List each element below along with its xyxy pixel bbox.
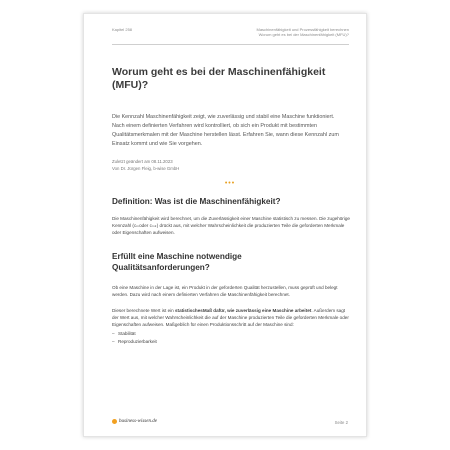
article-meta bbox=[112, 158, 348, 173]
list-dash: – bbox=[112, 339, 115, 345]
author-line: Von Dr. Jürgen Fleig, b-wise GmbH bbox=[112, 166, 180, 172]
paragraph-bold-text: statistischesMaß dafür, wie zuverlässig eine Maschine arbeitet bbox=[174, 308, 312, 314]
chapter-label: Kapitel 258 bbox=[112, 27, 133, 32]
updated-date: Zuletzt geändert am 08.11.2023 bbox=[112, 158, 173, 164]
requirements-paragraph-2 bbox=[112, 307, 352, 328]
running-title bbox=[256, 27, 349, 38]
article-title: Worum geht es bei der Maschinenfähigkeit (MFU)? bbox=[112, 66, 326, 91]
list-item bbox=[112, 338, 348, 346]
business-wissen-logo bbox=[112, 419, 157, 424]
page-footer bbox=[112, 419, 348, 427]
running-title-line-1: Maschinenfähigkeit und Prozessfähigkeit berechnen bbox=[256, 27, 349, 32]
running-title-line-2: Worum geht es bei der Maschinenfähigkeit (MFU)? bbox=[258, 32, 349, 38]
requirements-paragraph-1: Ob eine Maschine in der Lage ist, ein Produkt in der geforderten Qualität herzustellen, muss geprüft und belegt werden. Dazu wird nach einem definierten Verfahren die Maschinenfähigkeit berechnet. bbox=[112, 285, 338, 298]
section-heading-definition: Definition: Was ist die Maschinenfähigkeit? bbox=[112, 196, 281, 206]
list-item bbox=[112, 330, 348, 338]
document-page bbox=[83, 13, 367, 437]
logo-text: business-wissen.de bbox=[119, 419, 157, 424]
list-item-text: Stabilität bbox=[118, 331, 136, 337]
section-separator: ••• bbox=[224, 179, 236, 187]
paragraph-text-after: . Außerdem sagt der Wert aus, mit welcher Wahrscheinlichkeit die auf der Maschine produzierten Teile die geforderten Merkmale oder Eigenschaften aufweisen. Maßgeblich für einen Produktionsschritt auf der Maschine sind: bbox=[112, 308, 349, 328]
definition-paragraph: Die Maschinenfähigkeit wird berechnet, um die Zuverlässigkeit einer Maschine statistisch zu messen. Die zugehörige Kennzahl (cₘoder cₘₖ) drückt aus, mit welcher Wahrscheinlichkeit die produzierten Teile die geforderten Merkmale oder Eigenschaften aufweisen. bbox=[112, 216, 350, 236]
list-dash: – bbox=[112, 331, 115, 337]
list-item-text: Reproduzierbarkeit bbox=[118, 339, 157, 345]
section-heading-requirements: Erfüllt eine Maschine notwendige Qualitätsanforderungen? bbox=[112, 252, 242, 272]
paragraph-text-before: Dieser berechnete Wert ist ein bbox=[112, 308, 175, 314]
article-content bbox=[112, 66, 348, 346]
article-intro: Die Kennzahl Maschinenfähigkeit zeigt, wie zuverlässig und stabil eine Maschine funktioniert. Nach einem definierten Verfahren wird kontrolliert, ob sich ein Produkt mit bestimmten Qualitätsmerkmalen mit der Maschine herstellen lässt. Erfahren Sie, wann diese Kennzahl zum Einsatz kommt und wie Sie vorgehen. bbox=[112, 114, 339, 147]
logo-dot-icon bbox=[112, 419, 117, 424]
page-number: Seite 2 bbox=[334, 420, 348, 425]
running-header bbox=[112, 25, 349, 45]
criteria-list bbox=[112, 330, 348, 346]
